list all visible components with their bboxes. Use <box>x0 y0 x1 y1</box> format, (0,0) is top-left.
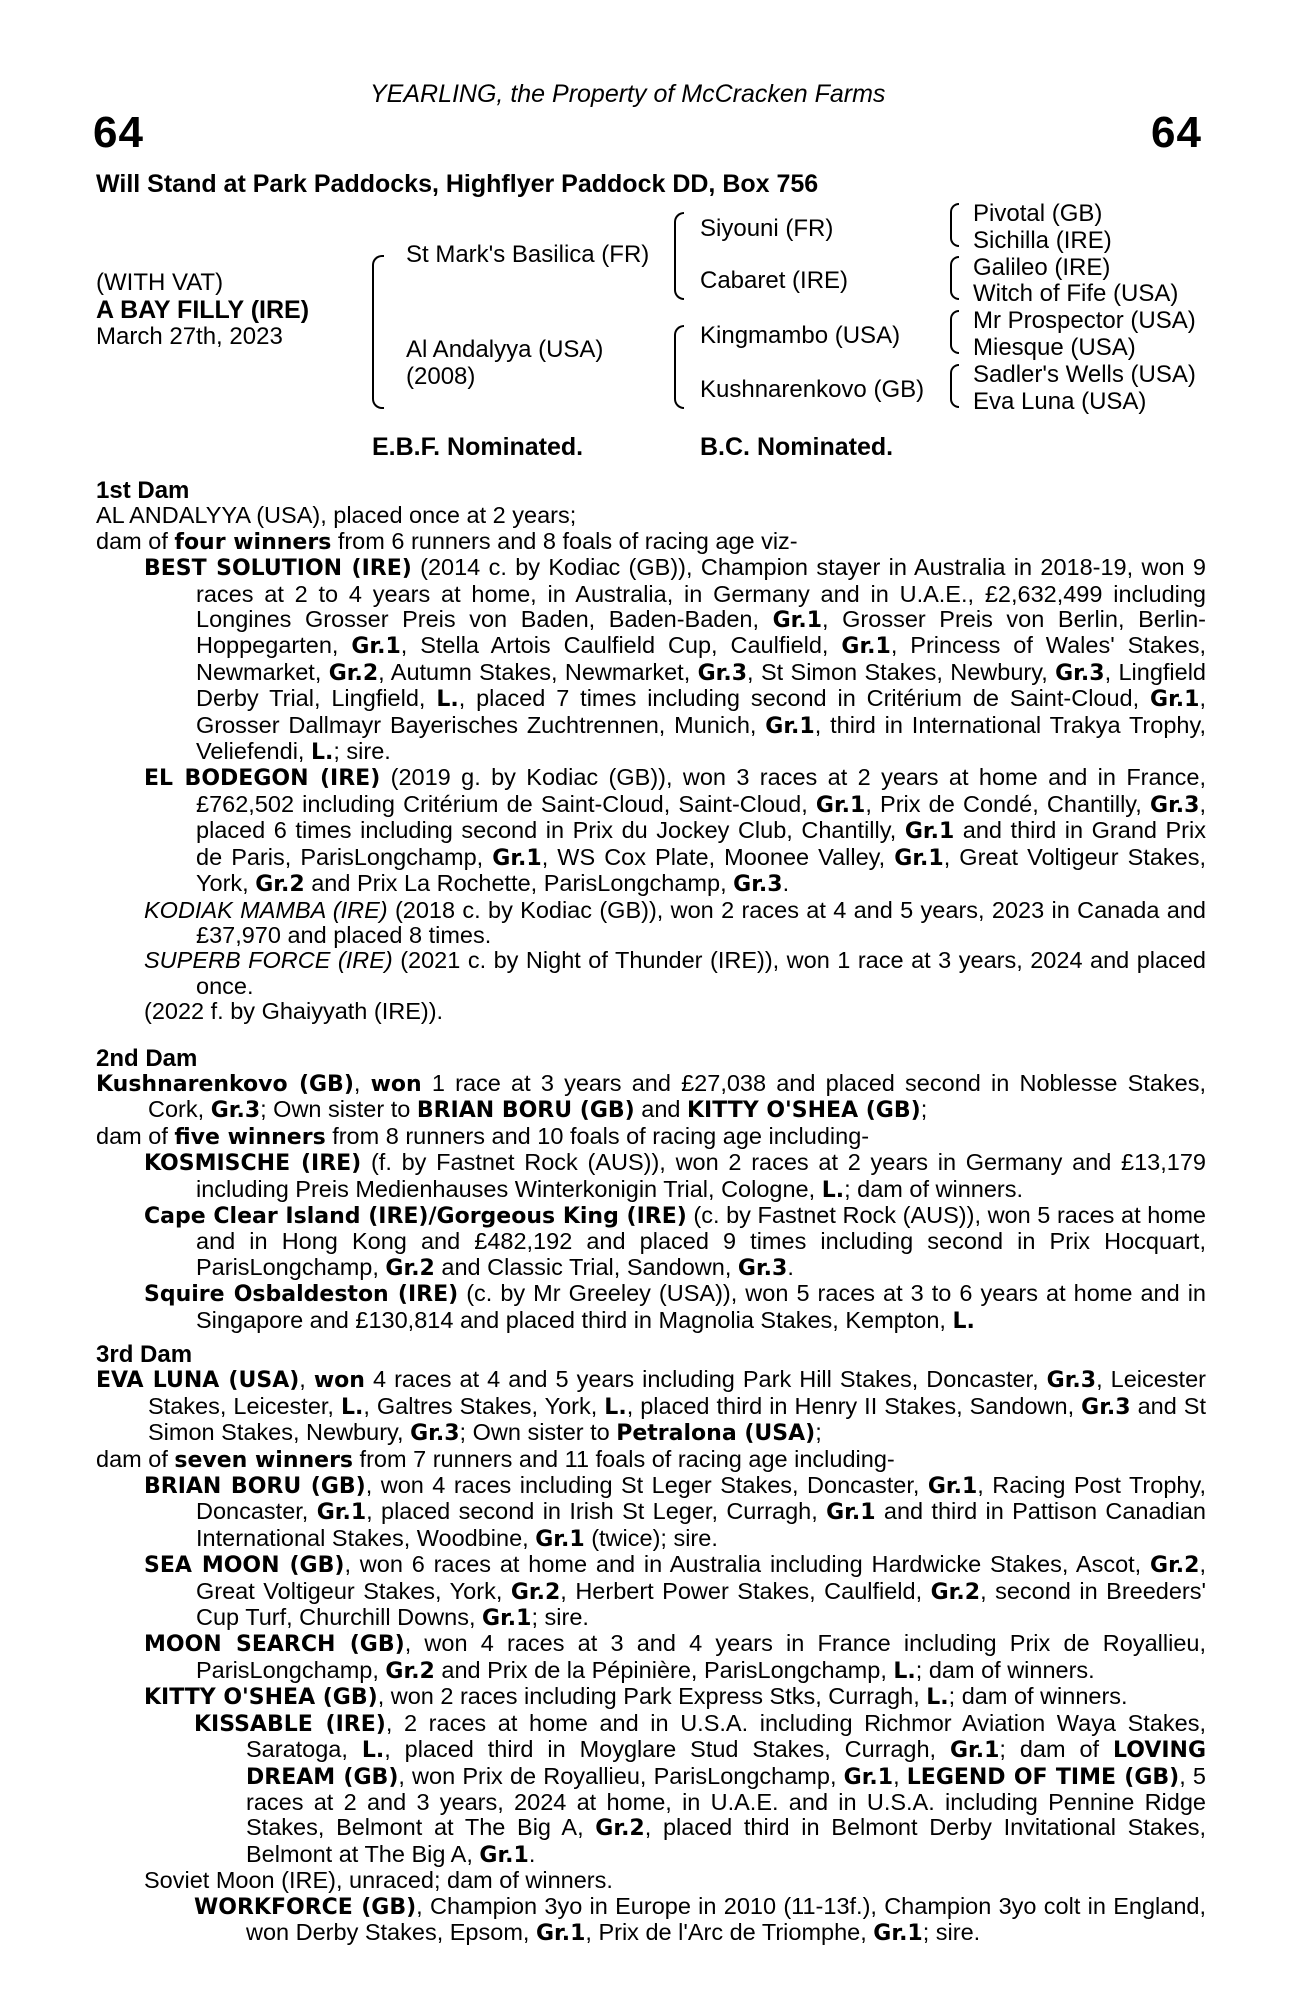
produce-el-bodegon: EL BODEGON (IRE) (2019 g. by Kodiac (GB)), won 3 races at 2 years at home and in France, £762,502 including Critérium de Saint-Cloud, Saint-Cloud, Gr.1, Prix de Condé, Chantilly, Gr.3, placed 6 times including second in Prix du Jockey Club, Chantilly, Gr.1 and third in Grand Prix de Paris, ParisLongchamp, Gr.1, WS Cox Plate, Moonee Valley, Gr.1, Great Voltigeur Stakes, York, Gr.2 and Prix La Rochette, ParisLongchamp, Gr.3. <box>144 764 1206 898</box>
second-dam-record: Kushnarenkovo (GB), won 1 race at 3 years and £27,038 and placed second in Noblesse Stakes, Cork, Gr.3; Own sister to BRIAN BORU (GB) and KITTY O'SHEA (GB); <box>96 1069 1207 1124</box>
third-dam-produce-summary: dam of seven winners from 7 runners and 11 foals of racing age including- <box>96 1445 895 1473</box>
produce-superb-force: SUPERB FORCE (IRE) (2021 c. by Night of Thunder (IRE)), won 1 race at 3 years, 2024 and placed once. <box>144 947 1206 999</box>
dam-dam: Kushnarenkovo (GB) <box>700 376 925 403</box>
horse-name: A BAY FILLY (IRE) <box>96 296 310 324</box>
bc-nomination: B.C. Nominated. <box>700 433 894 461</box>
produce-workforce: WORKFORCE (GB), Champion 3yo in Europe in 2010 (11-13f.), Champion 3yo colt in England, won Derby Stakes, Epsom, Gr.1, Prix de l'Arc de Triomphe, Gr.1; sire. <box>194 1892 1206 1946</box>
pedigree-brace-7 <box>950 364 959 408</box>
third-dam-entries <box>96 1367 1206 1946</box>
dam-sire: Kingmambo (USA) <box>700 322 901 349</box>
produce-moon-search: MOON SEARCH (GB), won 4 races at 3 and 4 years in France including Prix de Royallieu, ParisLongchamp, Gr.2 and Prix de la Pépinière, ParisLongchamp, L.; dam of winners. <box>144 1630 1206 1684</box>
produce-brian-boru: BRIAN BORU (GB), won 4 races including St Leger Stakes, Doncaster, Gr.1, Racing Post Trophy, Doncaster, Gr.1, placed second in Irish St Leger, Curragh, Gr.1 and third in Pattison Canadian International Stakes, Woodbine, Gr.1 (twice); sire. <box>144 1472 1206 1552</box>
vat-note: (WITH VAT) <box>96 269 224 296</box>
grandsire-2: Galileo (IRE) <box>973 254 1111 281</box>
sire-dam: Cabaret (IRE) <box>700 267 849 294</box>
produce-soviet-moon: Soviet Moon (IRE), unraced; dam of winners. <box>144 1867 613 1894</box>
pedigree-brace-6 <box>950 310 959 354</box>
granddam-2: Witch of Fife (USA) <box>973 280 1179 307</box>
produce-best-solution: BEST SOLUTION (IRE) (2014 c. by Kodiac (GB)), Champion stayer in Australia in 2018-19, won 9 races at 2 to 4 years at home, in Australia, in Germany and in U.A.E., £2,632,499 including Longines Grosser Preis von Baden, Baden-Baden, Gr.1, Grosser Preis von Berlin, Berlin-Hoppegarten, Gr.1, Stella Artois Caulfield Cup, Caulfield, Gr.1, Princess of Wales' Stakes, Newmarket, Gr.2, Autumn Stakes, Newmarket, Gr.3, St Simon Stakes, Newbury, Gr.3, Lingfield Derby Trial, Lingfield, L., placed 7 times including second in Critérium de Saint-Cloud, Gr.1, Grosser Dallmayr Bayerisches Zuchtrennen, Munich, Gr.1, third in International Trakya Trophy, Veliefendi, L.; sire. <box>144 554 1207 766</box>
pedigree-brace-3 <box>674 325 684 409</box>
lot-number-left: 64 <box>93 108 144 157</box>
granddam-3: Miesque (USA) <box>973 334 1136 361</box>
granddam-4: Eva Luna (USA) <box>973 388 1147 415</box>
sire-name: St Mark's Basilica (FR) <box>406 241 650 268</box>
produce-2022-foal: (2022 f. by Ghaiyyath (IRE)). <box>144 998 444 1025</box>
pedigree-brace-5 <box>950 256 959 300</box>
second-dam-heading: 2nd Dam <box>96 1044 198 1072</box>
stand-location: Will Stand at Park Paddocks, Highflyer Paddock DD, Box 756 <box>96 170 819 198</box>
pedigree-brace-1 <box>372 255 384 409</box>
dam-year: (2008) <box>406 363 476 390</box>
first-dam-heading: 1st Dam <box>96 477 190 504</box>
produce-kitty-oshea: KITTY O'SHEA (GB), won 2 races including Park Express Stks, Curragh, L.; dam of winners. <box>144 1683 1128 1711</box>
produce-kissable: KISSABLE (IRE), 2 races at home and in U.S.A. including Richmor Aviation Waya Stakes, Saratoga, L., placed third in Moyglare Stud Stakes, Curragh, Gr.1; dam of LOVING DREAM (GB), won Prix de Royallieu, ParisLongchamp, Gr.1, LEGEND OF TIME (GB), 5 races at 2 and 3 years, 2024 at home, in U.A.E. and in U.S.A. including Pennine Ridge Stakes, Belmont at The Big A, Gr.2, placed third in Belmont Derby Invitational Stakes, Belmont at The Big A, Gr.1. <box>194 1709 1206 1868</box>
pedigree-notes <box>96 478 1206 1946</box>
produce-cape-clear-island: Cape Clear Island (IRE)/Gorgeous King (IRE) (c. by Fastnet Rock (AUS)), won 5 races at home and in Hong Kong and £482,192 and placed 9 times including second in Prix Hocquart, ParisLongchamp, Gr.2 and Classic Trial, Sandown, Gr.3. <box>144 1201 1206 1281</box>
granddam-1: Sichilla (IRE) <box>973 227 1112 254</box>
lot-number-right: 64 <box>1151 108 1202 157</box>
second-dam-produce-summary: dam of five winners from 8 runners and 10 foals of racing age including- <box>96 1122 870 1150</box>
foaling-date: March 27th, 2023 <box>96 323 283 350</box>
third-dam-record: EVA LUNA (USA), won 4 races at 4 and 5 years including Park Hill Stakes, Doncaster, Gr.3, Leicester Stakes, Leicester, L., Galtres Stakes, York, L., placed third in Henry II Stakes, Sandown, Gr.3 and St Simon Stakes, Newbury, Gr.3; Own sister to Petralona (USA); <box>96 1366 1206 1447</box>
page-header-title: YEARLING, the Property of McCracken Farms <box>370 80 886 108</box>
third-dam-heading: 3rd Dam <box>96 1341 193 1368</box>
first-dam-entries <box>96 555 1206 1024</box>
produce-kodiak-mamba: KODIAK MAMBA (IRE) (2018 c. by Kodiac (GB)), won 2 races at 4 and 5 years, 2023 in Canada and £37,970 and placed 8 times. <box>144 896 1206 948</box>
pedigree-brace-2 <box>674 212 684 300</box>
pedigree-brace-4 <box>950 203 959 247</box>
dam-name: Al Andalyya (USA) <box>406 336 604 363</box>
first-dam-produce-summary: dam of four winners from 6 runners and 8 foals of racing age viz- <box>96 527 798 555</box>
sire-sire: Siyouni (FR) <box>700 215 834 242</box>
produce-kosmische: KOSMISCHE (IRE) (f. by Fastnet Rock (AUS)), won 2 races at 2 years in Germany and £13,179 including Preis Medienhauses Winterkonigin Trial, Cologne, L.; dam of winners. <box>144 1149 1206 1203</box>
grandsire-1: Pivotal (GB) <box>973 200 1103 227</box>
produce-sea-moon: SEA MOON (GB), won 6 races at home and in Australia including Hardwicke Stakes, Ascot, Gr.2, Great Voltigeur Stakes, York, Gr.2, Herbert Power Stakes, Caulfield, Gr.2, second in Breeders' Cup Turf, Churchill Downs, Gr.1; sire. <box>144 1551 1206 1632</box>
first-dam-intro: AL ANDALYYA (USA), placed once at 2 years; <box>96 502 577 529</box>
grandsire-4: Sadler's Wells (USA) <box>973 361 1196 388</box>
grandsire-3: Mr Prospector (USA) <box>973 307 1196 334</box>
produce-squire-osbaldeston: Squire Osbaldeston (IRE) (c. by Mr Greeley (USA)), won 5 races at 3 to 6 years at home and in Singapore and £130,814 and placed third in Magnolia Stakes, Kempton, L. <box>144 1280 1206 1334</box>
second-dam-entries <box>96 1071 1206 1334</box>
ebf-nomination: E.B.F. Nominated. <box>372 433 584 461</box>
